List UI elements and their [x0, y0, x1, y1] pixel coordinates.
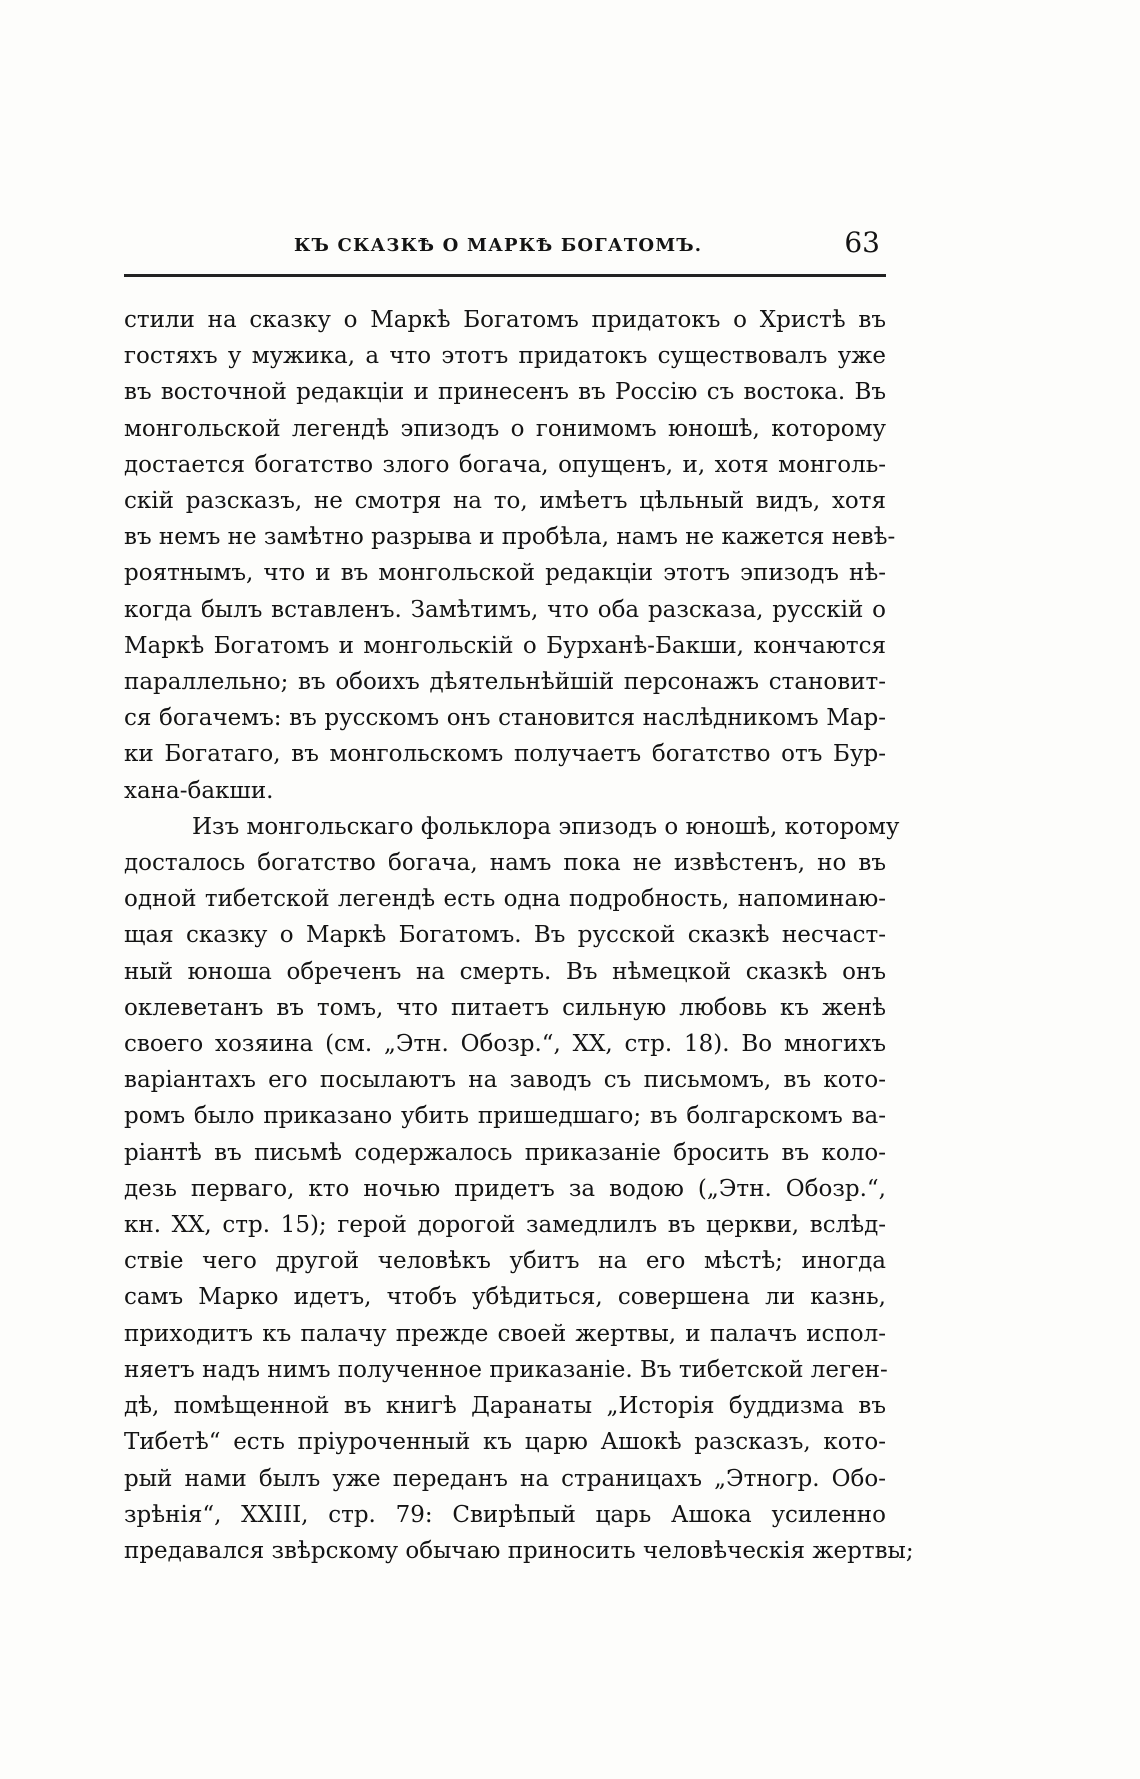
text-line: одной тибетской легендѣ есть одна подробность, напоминаю-	[124, 886, 886, 913]
page-number: 63	[844, 226, 880, 259]
text-line: ствіе чего другой человѣкъ убитъ на его мѣстѣ; иногда	[124, 1248, 886, 1275]
text-line: роятнымъ, что и въ монгольской редакціи этотъ эпизодъ нѣ-	[124, 560, 886, 587]
text-line: хана-бакши.	[124, 777, 274, 804]
text-line: когда былъ вставленъ. Замѣтимъ, что оба разсказа, русскій о	[124, 596, 886, 623]
running-header	[124, 226, 886, 277]
text-line: достается богатство злого богача, опущенъ, и, хотя монголь-	[124, 451, 886, 478]
text-line: Тибетѣ“ есть пріуроченный къ царю Ашокѣ разсказъ, кото-	[124, 1429, 886, 1456]
text-line: ся богачемъ: въ русскомъ онъ становится наслѣдникомъ Мар-	[124, 705, 886, 732]
text-line: Маркѣ Богатомъ и монгольскій о Бурханѣ-Бакши, кончаются	[124, 632, 886, 659]
text-line: параллельно; въ обоихъ дѣятельнѣйшій персонажъ становит-	[124, 669, 886, 696]
body-text	[124, 302, 914, 1569]
text-line: ромъ было приказано убить пришедшаго; въ болгарскомъ ва-	[124, 1103, 886, 1130]
text-line: варіантахъ его посылаютъ на заводъ съ письмомъ, въ кото-	[124, 1067, 886, 1094]
text-line: гостяхъ у мужика, а что этотъ придатокъ существовалъ уже	[124, 343, 886, 370]
text-line: дезь перваго, кто ночью придетъ за водою („Этн. Обозр.“,	[124, 1175, 886, 1202]
text-line: своего хозяина (см. „Этн. Обозр.“, XX, стр. 18). Во многихъ	[124, 1031, 886, 1058]
text-line: зрѣнія“, XXIII, стр. 79: Свирѣпый царь Ашока усиленно	[124, 1501, 886, 1528]
text-line: стили на сказку о Маркѣ Богатомъ придатокъ о Христѣ въ	[124, 307, 886, 333]
text-line: няетъ надъ нимъ полученное приказаніе. Въ тибетской леген-	[124, 1356, 888, 1383]
text-line: ки Богатаго, въ монгольскомъ получаетъ богатство отъ Бур-	[124, 741, 886, 768]
text-line: рый нами былъ уже переданъ на страницахъ „Этногр. Обо-	[124, 1465, 886, 1492]
text-line: ріантѣ въ письмѣ содержалось приказаніе бросить въ коло-	[124, 1139, 886, 1166]
text-line: въ восточной редакціи и принесенъ въ Россію съ востока. Въ	[124, 379, 886, 406]
text-line: скій разсказъ, не смотря на то, имѣетъ цѣльный видъ, хотя	[124, 488, 886, 515]
text-line: самъ Марко идетъ, чтобъ убѣдиться, совершена ли казнь,	[124, 1284, 886, 1311]
running-title: КЪ СКАЗКѢ О МАРКѢ БОГАТОМЪ.	[294, 235, 703, 256]
text-line: въ немъ не замѣтно разрыва и пробѣла, намъ не кажется невѣ-	[124, 524, 896, 551]
paragraph-1	[124, 302, 896, 809]
text-line: Изъ монгольскаго фольклора эпизодъ о юношѣ, которому	[192, 813, 900, 840]
text-line: приходитъ къ палачу прежде своей жертвы, и палачъ испол-	[124, 1320, 886, 1347]
text-line: дѣ, помѣщенной въ книгѣ Даранаты „Исторія буддизма въ	[124, 1393, 886, 1420]
paragraph-2	[124, 809, 914, 1569]
text-line: кн. XX, стр. 15); герой дорогой замедлилъ въ церкви, вслѣд-	[124, 1212, 886, 1239]
text-line: предавался звѣрскому обычаю приносить человѣческія жертвы;	[124, 1537, 914, 1564]
text-line: щая сказку о Маркѣ Богатомъ. Въ русской сказкѣ несчаст-	[124, 922, 886, 949]
text-line: досталось богатство богача, намъ пока не извѣстенъ, но въ	[124, 850, 886, 877]
text-line: монгольской легендѣ эпизодъ о гонимомъ юношѣ, которому	[124, 415, 886, 442]
text-line: ный юноша обреченъ на смерть. Въ нѣмецкой сказкѣ онъ	[124, 958, 886, 985]
text-line: оклеветанъ въ томъ, что питаетъ сильную любовь къ женѣ	[124, 994, 886, 1021]
